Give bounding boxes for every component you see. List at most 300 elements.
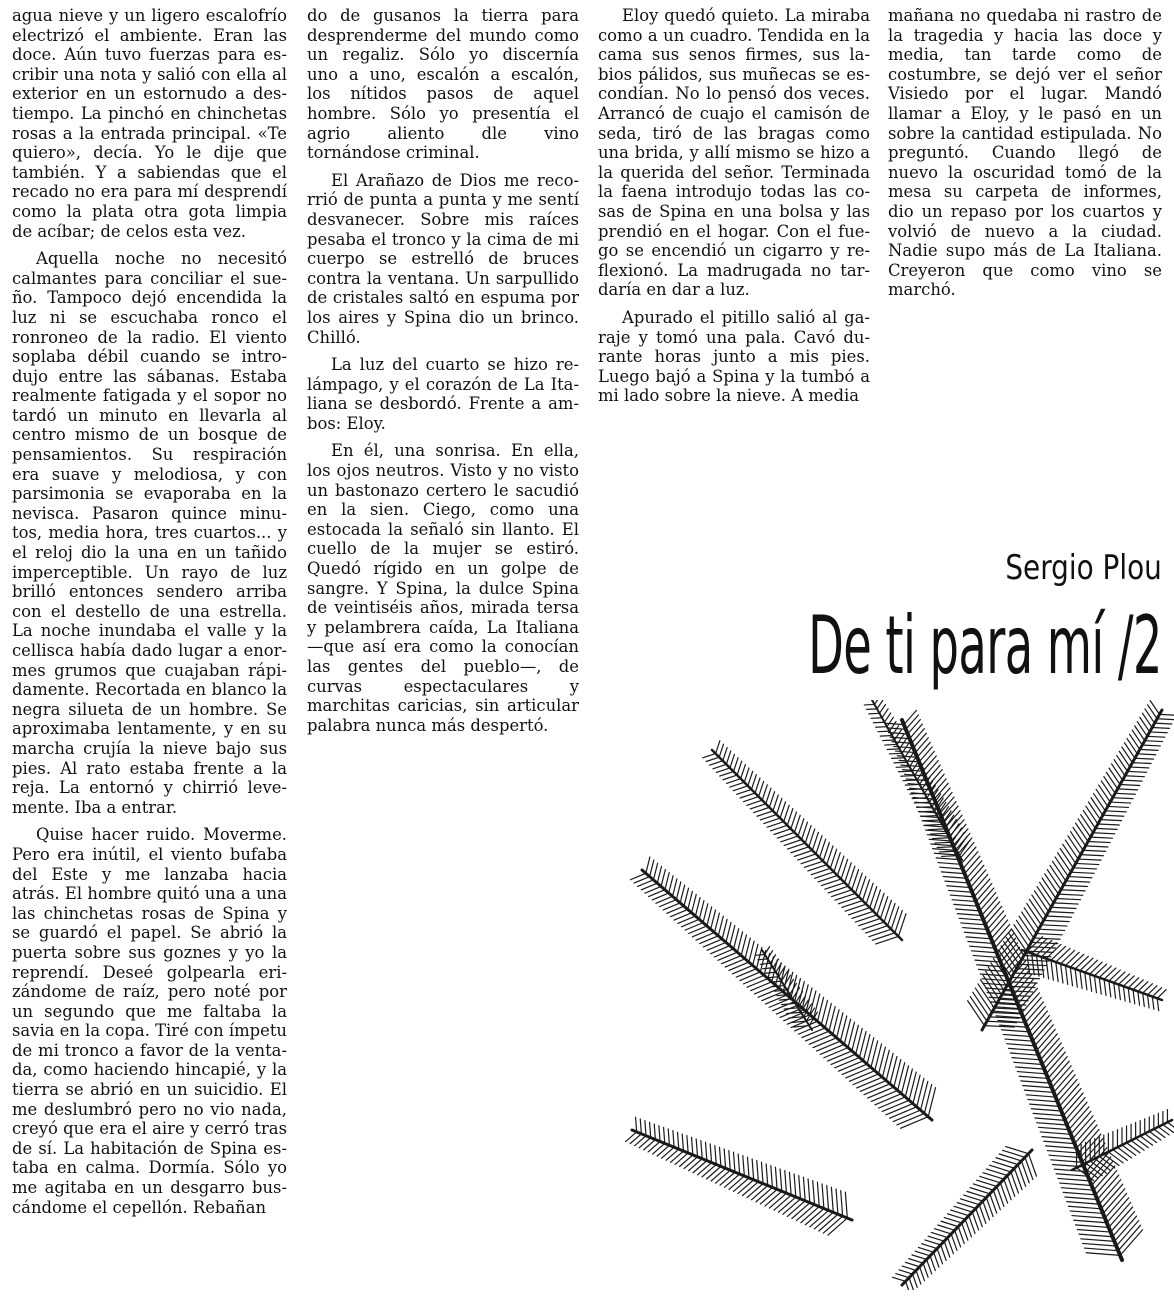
needle (1093, 833, 1115, 834)
needle (785, 1171, 787, 1194)
needle (899, 1270, 913, 1274)
needle (729, 962, 749, 970)
needle (919, 811, 935, 812)
needle (1065, 1197, 1097, 1199)
needle (930, 833, 947, 834)
needle (719, 1147, 720, 1166)
needle (961, 923, 986, 925)
needle (927, 1259, 932, 1273)
needle (808, 1179, 810, 1203)
needle (1148, 705, 1158, 719)
needle (1088, 802, 1100, 820)
needle (889, 753, 902, 754)
needle (1014, 1062, 1043, 1064)
needle (1107, 1198, 1129, 1223)
needle (1101, 1184, 1123, 1209)
needle (1095, 828, 1117, 829)
needle (1060, 1183, 1092, 1185)
needle (1061, 890, 1085, 891)
needle (1105, 811, 1126, 812)
needle (871, 1090, 897, 1101)
needle (1005, 1039, 1033, 1041)
needle (1094, 964, 1106, 976)
needle (736, 969, 756, 977)
needle (1108, 806, 1129, 807)
needle (831, 1054, 856, 1064)
needle (849, 1071, 874, 1082)
needle (908, 789, 922, 790)
needle (910, 793, 925, 794)
needle (928, 1236, 944, 1241)
fir-branch-icon (602, 700, 1174, 1290)
needle (1114, 983, 1116, 998)
needle (733, 1178, 749, 1192)
needle (1080, 971, 1082, 989)
needle (899, 760, 919, 762)
needle (1038, 1127, 1068, 1129)
needle (760, 1189, 777, 1204)
needle (666, 1149, 679, 1160)
needle (1105, 1193, 1127, 1218)
needle (1079, 1234, 1112, 1237)
needle (817, 1182, 819, 1206)
needle (871, 718, 882, 719)
needle (875, 1094, 902, 1105)
needle (885, 713, 891, 722)
needle (1003, 1034, 1031, 1036)
needle (1094, 794, 1106, 811)
needle (1112, 764, 1123, 780)
needle (1122, 1145, 1136, 1155)
needle (927, 835, 949, 837)
needle (1083, 810, 1095, 828)
needle (1130, 767, 1149, 768)
needle (877, 700, 883, 709)
needle (878, 731, 890, 732)
needle (904, 710, 916, 724)
needle (957, 914, 981, 916)
needle (923, 820, 939, 821)
needle (1157, 998, 1159, 1010)
needle (724, 1149, 725, 1168)
paragraph: Eloy quedó quieto. La miraba como a un cuadro. Tendida en la cama sus senos firmes, sus labios pálidos, sus muñecas se escondían. No lo pensó dos veces. Arrancó de cuajo el camisón de seda, tiró de las bragas como una brida, y allí mismo se hizo a la querida del señor. Terminada la faena introdujo todas las cosas de Spina en una bolsa y las prendió en el hogar. Con el fuego se encendió un cigarro y reflexionó. La madrugada no tardaría en dar a luz. (598, 6, 870, 300)
needle (947, 819, 956, 833)
needle (936, 858, 959, 860)
needle (915, 738, 928, 753)
needle (788, 843, 806, 849)
text-column-2 (307, 6, 579, 735)
needle (730, 782, 744, 787)
needle (1132, 730, 1142, 745)
needle (1104, 777, 1115, 794)
needle (684, 1157, 697, 1169)
needle (1051, 960, 1053, 980)
needle (944, 1218, 961, 1223)
needle (678, 1132, 679, 1149)
needle (1119, 974, 1130, 985)
needle (875, 700, 881, 704)
needle (1065, 1098, 1085, 1121)
needle (648, 1141, 660, 1151)
needle (759, 781, 764, 796)
needle (1040, 1132, 1071, 1134)
needle (761, 1162, 763, 1183)
needle (1104, 979, 1106, 995)
needle (1063, 1093, 1083, 1116)
needle (1113, 798, 1133, 799)
needle (922, 1244, 937, 1249)
needle (1120, 1230, 1142, 1256)
needle (707, 907, 712, 926)
paragraph: En él, una sonrisa. En ella, los ojos neutros. Visto y no visto un bastonazo certero le sacudió en la sien. Ciego, como una estocada la señaló sin llanto. El cuello de la mujer se estiró. Quedó rígido en un golpe de sangre. Y Spina, la dulce Spina de veintiséis años, mirada tersa y pelambrera caída, La Italiana —que así era como la conocían las gentes del pueblo—, de curvas espectaculares y marchitas caricias, sin articular palabra nunca más despertó. (307, 441, 579, 735)
needle (893, 1277, 906, 1281)
needle (715, 1146, 716, 1165)
needle (1106, 772, 1117, 789)
needle (1041, 943, 1056, 957)
needle (1058, 1178, 1090, 1180)
needle (1056, 948, 1070, 962)
needle (951, 1234, 957, 1250)
needle (1143, 993, 1145, 1006)
needle (1007, 1044, 1035, 1046)
needle (912, 1255, 927, 1260)
needle (925, 1240, 941, 1245)
paragraph: El Arañazo de Dios me recorrió de punta a punta y me sentí desvanecer. Sobre mis raíces pesaba el tronco y la cima de mi cuerpo se estrelló de bruces contra la ventana. Un sarpullido de cristales saltó en espuma por los aires y Spina dio un brinco. Chilló. (307, 170, 579, 347)
needle (934, 1252, 939, 1267)
needle (1128, 988, 1130, 1002)
needle (1142, 713, 1152, 727)
needle (943, 876, 966, 878)
needle (1068, 836, 1081, 855)
needle (688, 891, 693, 909)
needle (879, 1097, 906, 1108)
needle (822, 1184, 824, 1209)
needle (1096, 789, 1108, 806)
needle (1123, 986, 1125, 1001)
needle (1123, 976, 1134, 986)
needle (734, 929, 739, 949)
needle (949, 890, 973, 892)
needle (1016, 1067, 1045, 1069)
needle (698, 1163, 712, 1175)
needle (1081, 1239, 1115, 1242)
paragraph: do de gusanos la tierra para desprenderme del mundo como un regaliz. Sólo yo discernía uno a uno, escalón a escalón, los nítidos pasos de aquel hombre. Sólo yo presentía el agrio aliento dle vino tornándose criminal. (307, 6, 579, 163)
needle (835, 1058, 860, 1068)
needle (1157, 719, 1174, 720)
needle (885, 744, 897, 745)
needle (954, 904, 978, 906)
needle (1058, 853, 1071, 872)
text-column-1 (12, 6, 287, 1217)
needle (1009, 982, 1037, 983)
text-column-4 (888, 6, 1162, 300)
needle (805, 826, 811, 844)
needle (1008, 1048, 1036, 1050)
needle (1100, 820, 1121, 821)
needle (740, 972, 760, 981)
paragraph: agua nieve y un ligero escalofrío electrizó el ambiente. Eran las doce. Aún tuvo fuerzas para escribir una nota y salió con ella al exterior en un estornudo a destiempo. La pinchó en chinchetas rosas a la entrada principal. «Te quiero», decía. Yo le dije que también. Y a sabiendas que el recado no era para mí desprendí como la plata otra gota limpia de acíbar; de celos esta vez. (12, 6, 287, 241)
needle (1109, 981, 1111, 997)
needle (724, 1174, 739, 1187)
needle (711, 910, 716, 929)
needle (1119, 751, 1130, 767)
needle (775, 1167, 777, 1189)
needle (919, 747, 932, 762)
needle (892, 726, 899, 736)
needle (1061, 1089, 1081, 1112)
needle (662, 1147, 675, 1158)
needle (937, 847, 954, 848)
needle (951, 1210, 969, 1216)
needle (809, 1034, 833, 1044)
needle (842, 1064, 867, 1074)
needle (740, 793, 755, 798)
needle (659, 1126, 660, 1142)
needle (1021, 1081, 1050, 1083)
needle (645, 1121, 646, 1136)
needle (636, 1117, 637, 1132)
needle (756, 1187, 772, 1201)
needle (1127, 739, 1137, 754)
needle (892, 758, 905, 759)
needle (1076, 1225, 1109, 1228)
needle (737, 789, 752, 794)
needle (680, 885, 685, 903)
needle (1046, 1146, 1077, 1148)
needle (876, 727, 887, 728)
needle (767, 822, 783, 827)
needle (905, 784, 919, 785)
needle (706, 1142, 707, 1160)
needle (1113, 1150, 1127, 1161)
needle (1065, 840, 1078, 859)
needle (1078, 859, 1101, 860)
needle (929, 839, 951, 841)
needle (1014, 973, 1042, 974)
needle (747, 1157, 749, 1178)
needle (751, 775, 756, 790)
needle (701, 1141, 702, 1159)
needle (1047, 1151, 1078, 1153)
needle (773, 795, 778, 811)
needle (1030, 1104, 1060, 1106)
needle (926, 824, 942, 825)
needle (1117, 755, 1128, 771)
needle (938, 863, 961, 865)
needle (1135, 726, 1145, 741)
needle (673, 1131, 674, 1148)
needle (954, 1206, 972, 1212)
needle (1117, 1147, 1131, 1158)
needle (1049, 1155, 1080, 1157)
needle (894, 746, 914, 748)
needle (873, 722, 884, 723)
needle (789, 1172, 791, 1195)
needle (1119, 984, 1121, 999)
needle (803, 1177, 805, 1201)
needle (1032, 953, 1035, 974)
needle (1109, 1202, 1131, 1227)
needle (948, 1214, 966, 1220)
needle (1086, 806, 1098, 824)
needle (1099, 966, 1111, 978)
needle (1061, 950, 1075, 963)
needle (916, 1270, 921, 1284)
needle (908, 720, 921, 734)
needle (1090, 974, 1092, 991)
needle (1051, 1160, 1082, 1162)
needle (733, 965, 753, 973)
needle (729, 1151, 730, 1171)
needle (882, 709, 888, 718)
needle (718, 952, 737, 960)
needle (1028, 1154, 1036, 1176)
needle (733, 786, 748, 791)
needle (720, 1172, 735, 1185)
needle (644, 1140, 656, 1150)
needle (820, 1044, 844, 1054)
needle (1114, 760, 1125, 776)
needle (1070, 1211, 1103, 1214)
needle (1075, 956, 1088, 969)
needle (1132, 763, 1151, 764)
needle (1099, 785, 1110, 802)
needle (787, 809, 793, 826)
needle (935, 1229, 952, 1234)
needle (890, 722, 896, 732)
needle (1056, 1075, 1076, 1097)
needle (896, 751, 916, 753)
needle (760, 815, 776, 820)
needle (1088, 842, 1110, 843)
needle (1160, 714, 1174, 715)
needle (886, 1104, 913, 1115)
needle (999, 999, 1028, 1000)
needle (864, 1084, 890, 1095)
needle (1099, 978, 1101, 995)
needle (1109, 768, 1120, 784)
needle (896, 767, 909, 768)
needle (1066, 881, 1090, 882)
needle (741, 765, 746, 779)
needle (896, 1274, 909, 1278)
needle (1017, 969, 1045, 970)
needle (895, 730, 902, 740)
needle (846, 1067, 871, 1078)
needle (959, 918, 983, 920)
needle (1036, 934, 1062, 935)
needle (723, 775, 737, 780)
needle (1090, 837, 1112, 838)
needle (1023, 1086, 1052, 1088)
needle (968, 942, 993, 944)
needle (1145, 741, 1163, 742)
needle (1072, 1216, 1105, 1219)
needle (1148, 995, 1150, 1008)
needle (754, 807, 770, 812)
needle (1068, 1206, 1101, 1209)
needle (1124, 743, 1134, 758)
needle (1033, 1113, 1063, 1115)
needle (769, 792, 774, 808)
needle (1086, 846, 1108, 847)
needle (1145, 709, 1155, 723)
needle (898, 771, 912, 772)
needle (1028, 1099, 1058, 1101)
needle (653, 863, 657, 880)
needle (762, 992, 783, 1001)
needle (1012, 1058, 1040, 1060)
needle (710, 1144, 711, 1163)
needle (1142, 745, 1160, 746)
needle (770, 955, 775, 964)
needle (1019, 1076, 1048, 1078)
needle (665, 873, 669, 890)
needle (1147, 736, 1165, 737)
needle (928, 829, 945, 830)
needle (1070, 954, 1084, 967)
needle (722, 919, 727, 939)
needle (1058, 894, 1082, 895)
needle (941, 1221, 958, 1226)
needle (747, 979, 768, 988)
needle (730, 754, 735, 768)
needle (1001, 1030, 1029, 1032)
needle (1076, 863, 1099, 864)
needle (1058, 1079, 1078, 1101)
needle (743, 1156, 745, 1176)
needle (1052, 861, 1065, 881)
needle (1063, 1192, 1095, 1194)
needle (1118, 1225, 1140, 1251)
needle (952, 828, 962, 842)
needle (661, 869, 665, 886)
needle (699, 901, 704, 920)
needle (945, 881, 968, 883)
needle (911, 729, 924, 744)
needle (1071, 872, 1094, 873)
needle (1025, 1157, 1033, 1179)
needle (734, 758, 739, 772)
needle (952, 900, 976, 902)
needle (941, 872, 964, 874)
needle (971, 951, 996, 953)
needle (1054, 1070, 1073, 1092)
needle (802, 822, 808, 839)
needle (758, 988, 779, 997)
needle (748, 771, 753, 786)
needle (921, 751, 934, 766)
needle (975, 960, 1001, 962)
needle (867, 709, 877, 710)
needle (635, 1136, 646, 1146)
needle (880, 705, 886, 714)
needle (827, 1051, 851, 1061)
needle (957, 1203, 976, 1209)
needle (1046, 916, 1071, 917)
needle (938, 1225, 955, 1230)
needle (930, 1256, 935, 1271)
needle (882, 1100, 909, 1111)
needle (751, 1186, 767, 1200)
needle (900, 1117, 928, 1129)
needle (757, 811, 773, 816)
needle (756, 954, 765, 955)
needle (931, 1232, 947, 1237)
needle (966, 937, 991, 939)
needle (757, 1161, 759, 1182)
needle (790, 983, 797, 994)
